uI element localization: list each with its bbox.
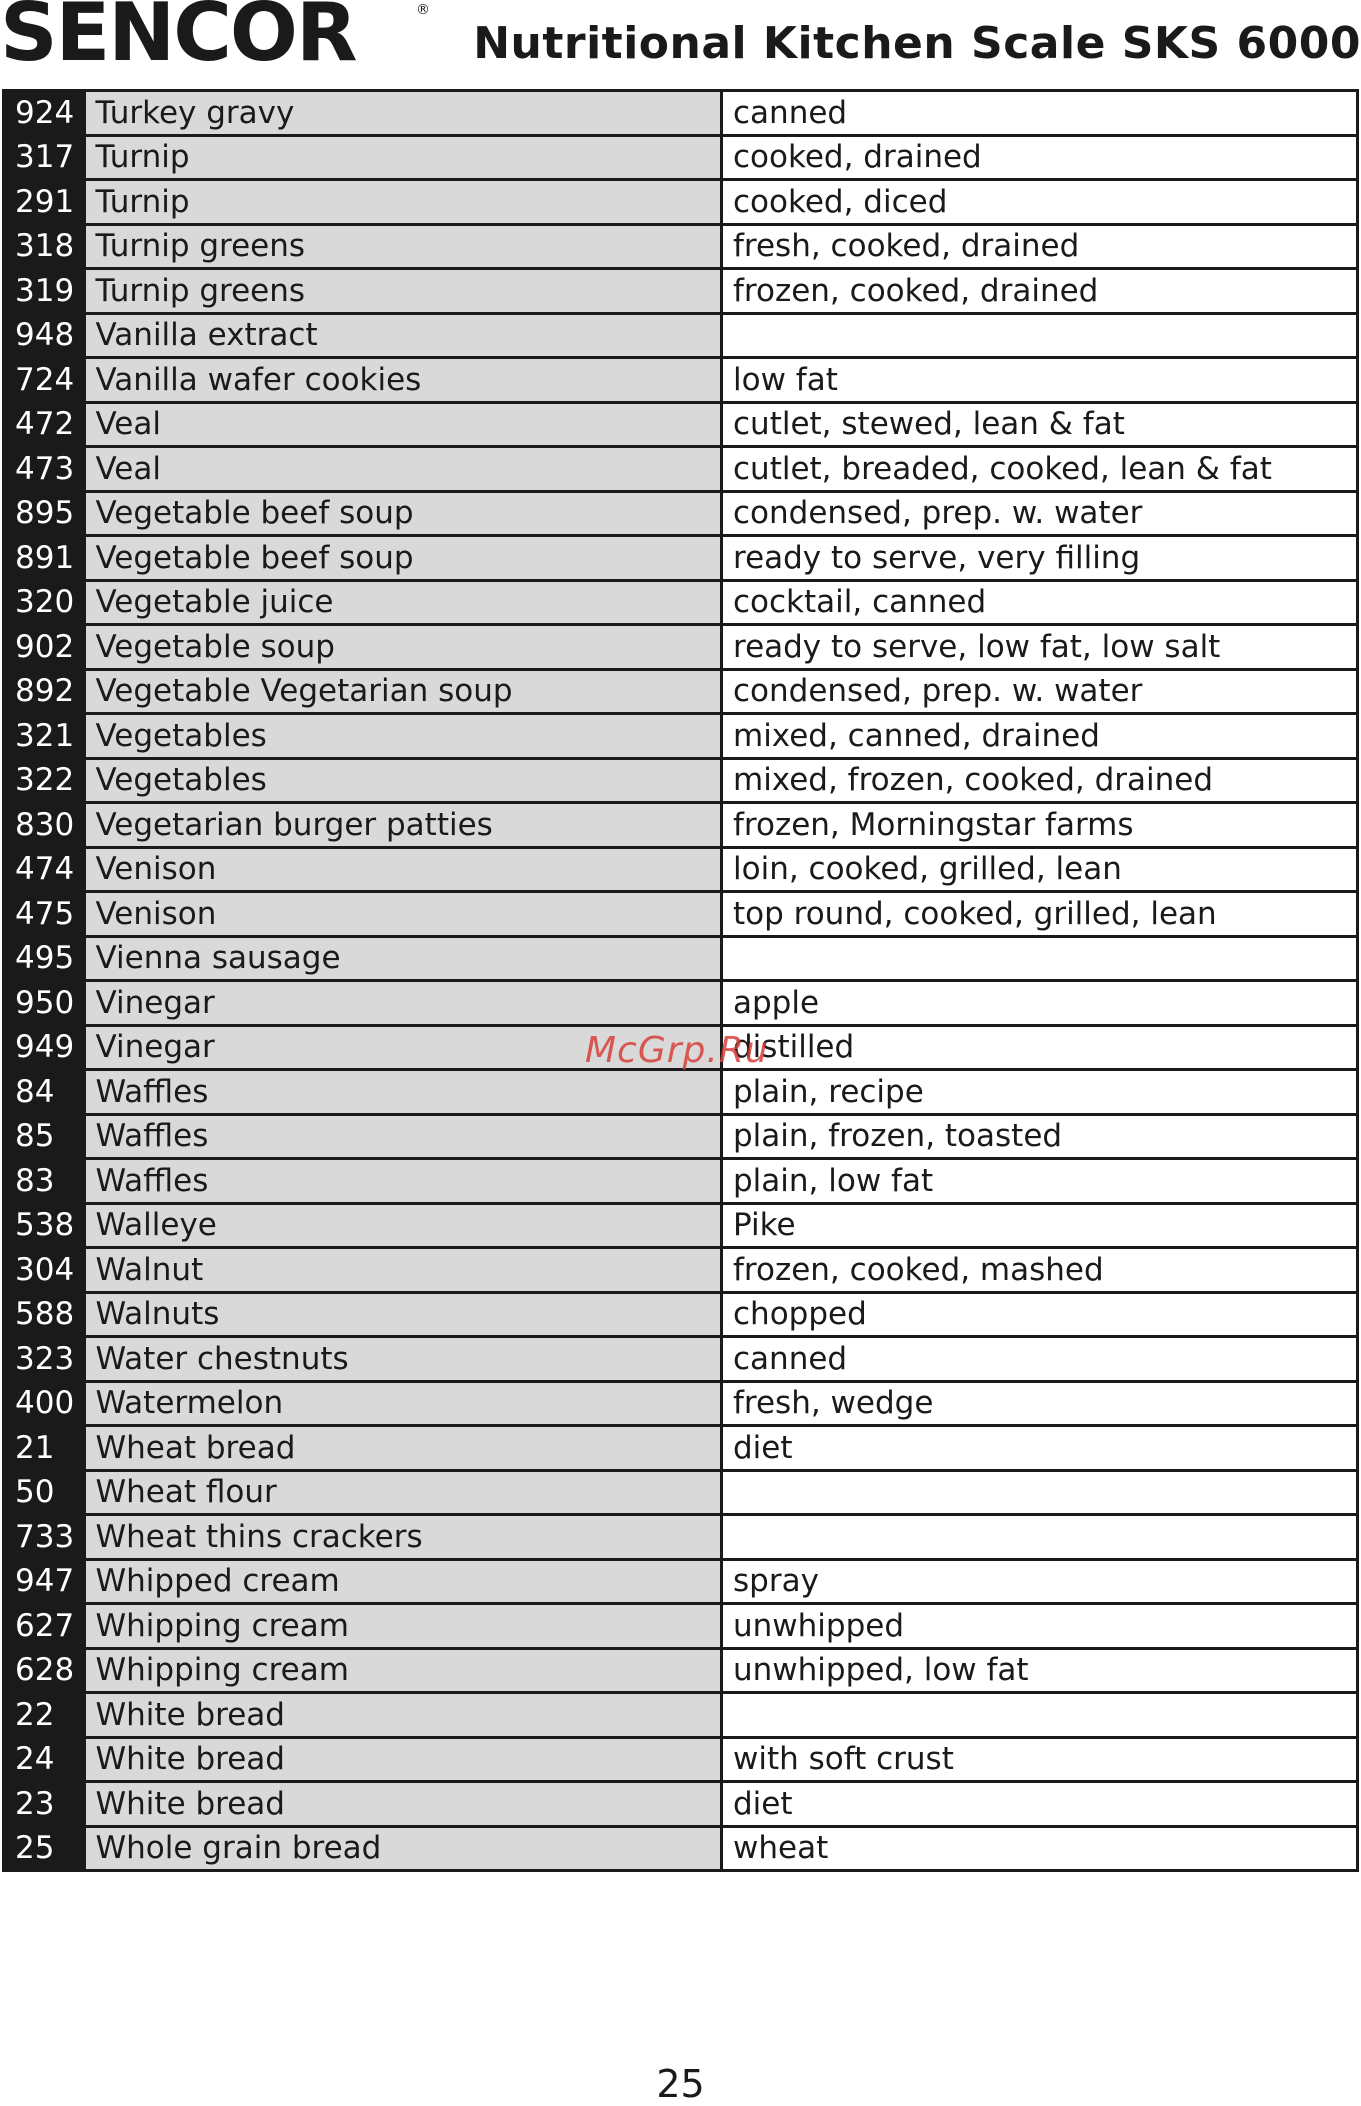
food-code-cell: 948: [4, 313, 86, 358]
food-code-cell: 924: [4, 91, 86, 136]
food-description-cell: frozen, Morningstar farms: [722, 803, 1358, 848]
food-description-cell: wheat: [722, 1826, 1358, 1871]
food-code-cell: 475: [4, 892, 86, 937]
food-description-cell: chopped: [722, 1292, 1358, 1337]
table-row: [4, 936, 1358, 981]
food-description-cell: cutlet, breaded, cooked, lean & fat: [722, 447, 1358, 492]
table-row: [4, 847, 1358, 892]
food-description-cell: with soft crust: [722, 1737, 1358, 1782]
food-code-cell: 322: [4, 758, 86, 803]
table-row: [4, 669, 1358, 714]
food-name-cell: Whole grain bread: [86, 1826, 722, 1871]
food-description-cell: canned: [722, 1337, 1358, 1382]
food-description-cell: frozen, cooked, drained: [722, 269, 1358, 314]
food-description-cell: [722, 1515, 1358, 1560]
food-name-cell: Vanilla extract: [86, 313, 722, 358]
table-row: [4, 402, 1358, 447]
food-description-cell: cooked, diced: [722, 180, 1358, 225]
food-code-cell: 830: [4, 803, 86, 848]
food-name-cell: Turkey gravy: [86, 91, 722, 136]
food-name-cell: Wheat flour: [86, 1470, 722, 1515]
table-row: [4, 892, 1358, 937]
food-code-cell: 902: [4, 625, 86, 670]
food-description-cell: apple: [722, 981, 1358, 1026]
food-name-cell: Veal: [86, 447, 722, 492]
food-code-cell: 22: [4, 1693, 86, 1738]
food-description-cell: canned: [722, 91, 1358, 136]
food-code-cell: 950: [4, 981, 86, 1026]
food-description-cell: [722, 936, 1358, 981]
food-code-cell: 317: [4, 135, 86, 180]
food-name-cell: Walnuts: [86, 1292, 722, 1337]
food-description-cell: plain, recipe: [722, 1070, 1358, 1115]
food-name-cell: Wheat thins crackers: [86, 1515, 722, 1560]
food-description-cell: fresh, cooked, drained: [722, 224, 1358, 269]
table-row: [4, 580, 1358, 625]
food-code-cell: 321: [4, 714, 86, 759]
food-description-cell: mixed, frozen, cooked, drained: [722, 758, 1358, 803]
table-row: [4, 180, 1358, 225]
food-code-cell: 588: [4, 1292, 86, 1337]
table-row: [4, 1782, 1358, 1827]
food-code-cell: 895: [4, 491, 86, 536]
food-code-cell: 473: [4, 447, 86, 492]
food-code-cell: 892: [4, 669, 86, 714]
food-code-cell: 84: [4, 1070, 86, 1115]
food-code-cell: 291: [4, 180, 86, 225]
food-name-cell: Walnut: [86, 1248, 722, 1293]
watermark: McGrp.Ru: [585, 1030, 769, 1071]
food-description-cell: plain, frozen, toasted: [722, 1114, 1358, 1159]
food-name-cell: Walleye: [86, 1203, 722, 1248]
food-code-cell: 24: [4, 1737, 86, 1782]
food-name-cell: Turnip greens: [86, 269, 722, 314]
table-row: [4, 1337, 1358, 1382]
table-row: [4, 1426, 1358, 1471]
table-row: [4, 714, 1358, 759]
food-name-cell: Waffles: [86, 1114, 722, 1159]
food-code-cell: 538: [4, 1203, 86, 1248]
food-description-cell: cutlet, stewed, lean & fat: [722, 402, 1358, 447]
table-row: [4, 1515, 1358, 1560]
food-code-cell: 319: [4, 269, 86, 314]
table-row: [4, 313, 1358, 358]
food-description-cell: plain, low fat: [722, 1159, 1358, 1204]
food-code-cell: 21: [4, 1426, 86, 1471]
food-code-cell: 304: [4, 1248, 86, 1293]
food-description-cell: ready to serve, very filling: [722, 536, 1358, 581]
food-code-cell: 50: [4, 1470, 86, 1515]
table-row: [4, 625, 1358, 670]
page-title: Nutritional Kitchen Scale SKS 6000: [473, 18, 1361, 69]
food-description-cell: [722, 1470, 1358, 1515]
table-row: [4, 1559, 1358, 1604]
food-name-cell: White bread: [86, 1693, 722, 1738]
food-description-cell: unwhipped, low fat: [722, 1648, 1358, 1693]
food-name-cell: Waffles: [86, 1159, 722, 1204]
svg-text:SENCOR: SENCOR: [0, 0, 356, 70]
food-name-cell: Vegetarian burger patties: [86, 803, 722, 848]
food-code-cell: 320: [4, 580, 86, 625]
table-row: [4, 1648, 1358, 1693]
food-description-cell: distilled: [722, 1025, 1358, 1070]
food-name-cell: Turnip: [86, 180, 722, 225]
table-row: [4, 1381, 1358, 1426]
food-name-cell: Whipping cream: [86, 1604, 722, 1649]
table-row: [4, 758, 1358, 803]
table-row: [4, 1737, 1358, 1782]
food-code-cell: 323: [4, 1337, 86, 1382]
table-row: [4, 224, 1358, 269]
table-row: [4, 358, 1358, 403]
food-name-cell: Venison: [86, 847, 722, 892]
food-name-cell: Vanilla wafer cookies: [86, 358, 722, 403]
table-row: [4, 447, 1358, 492]
food-name-cell: Wheat bread: [86, 1426, 722, 1471]
food-name-cell: White bread: [86, 1737, 722, 1782]
table-row: [4, 1070, 1358, 1115]
food-name-cell: Vegetable Vegetarian soup: [86, 669, 722, 714]
food-code-cell: 628: [4, 1648, 86, 1693]
food-code-cell: 318: [4, 224, 86, 269]
food-description-cell: cocktail, canned: [722, 580, 1358, 625]
food-code-cell: 891: [4, 536, 86, 581]
food-description-cell: condensed, prep. w. water: [722, 669, 1358, 714]
food-description-cell: frozen, cooked, mashed: [722, 1248, 1358, 1293]
food-name-cell: Vinegar: [86, 981, 722, 1026]
table-row: [4, 1203, 1358, 1248]
table-row: [4, 536, 1358, 581]
food-description-cell: spray: [722, 1559, 1358, 1604]
food-code-cell: 474: [4, 847, 86, 892]
food-description-cell: low fat: [722, 358, 1358, 403]
nutrition-table-body: [4, 91, 1358, 1871]
food-description-cell: loin, cooked, grilled, lean: [722, 847, 1358, 892]
food-name-cell: Water chestnuts: [86, 1337, 722, 1382]
table-row: [4, 1159, 1358, 1204]
food-description-cell: fresh, wedge: [722, 1381, 1358, 1426]
food-description-cell: Pike: [722, 1203, 1358, 1248]
table-row: [4, 803, 1358, 848]
svg-text:®: ®: [416, 2, 430, 18]
table-row: [4, 491, 1358, 536]
food-name-cell: Venison: [86, 892, 722, 937]
food-description-cell: diet: [722, 1782, 1358, 1827]
table-row: [4, 1114, 1358, 1159]
table-row: [4, 1826, 1358, 1871]
page-number: 25: [656, 2062, 705, 2106]
food-name-cell: Watermelon: [86, 1381, 722, 1426]
nutrition-table: [2, 89, 1359, 1872]
food-code-cell: 25: [4, 1826, 86, 1871]
page-header: [0, 0, 1361, 88]
food-name-cell: Turnip greens: [86, 224, 722, 269]
food-name-cell: Vinegar: [86, 1025, 722, 1070]
food-name-cell: Vegetable juice: [86, 580, 722, 625]
food-description-cell: [722, 313, 1358, 358]
food-code-cell: 949: [4, 1025, 86, 1070]
food-description-cell: unwhipped: [722, 1604, 1358, 1649]
sencor-logo: [0, 0, 440, 70]
food-description-cell: condensed, prep. w. water: [722, 491, 1358, 536]
food-name-cell: Vegetables: [86, 758, 722, 803]
table-row: [4, 269, 1358, 314]
food-name-cell: Vegetable beef soup: [86, 536, 722, 581]
table-row: [4, 1292, 1358, 1337]
food-code-cell: 724: [4, 358, 86, 403]
table-row: [4, 1604, 1358, 1649]
food-code-cell: 472: [4, 402, 86, 447]
food-code-cell: 627: [4, 1604, 86, 1649]
food-code-cell: 400: [4, 1381, 86, 1426]
table-row: [4, 1693, 1358, 1738]
table-row: [4, 91, 1358, 136]
food-name-cell: Vienna sausage: [86, 936, 722, 981]
food-description-cell: [722, 1693, 1358, 1738]
food-name-cell: Vegetable soup: [86, 625, 722, 670]
food-name-cell: Whipped cream: [86, 1559, 722, 1604]
food-description-cell: mixed, canned, drained: [722, 714, 1358, 759]
food-name-cell: Vegetable beef soup: [86, 491, 722, 536]
food-name-cell: White bread: [86, 1782, 722, 1827]
food-name-cell: Whipping cream: [86, 1648, 722, 1693]
food-description-cell: cooked, drained: [722, 135, 1358, 180]
table-row: [4, 1470, 1358, 1515]
food-description-cell: diet: [722, 1426, 1358, 1471]
food-description-cell: top round, cooked, grilled, lean: [722, 892, 1358, 937]
food-name-cell: Veal: [86, 402, 722, 447]
food-name-cell: Vegetables: [86, 714, 722, 759]
food-code-cell: 733: [4, 1515, 86, 1560]
table-row: [4, 135, 1358, 180]
table-row: [4, 1248, 1358, 1293]
food-name-cell: Waffles: [86, 1070, 722, 1115]
table-row: [4, 981, 1358, 1026]
food-code-cell: 85: [4, 1114, 86, 1159]
food-code-cell: 947: [4, 1559, 86, 1604]
food-code-cell: 495: [4, 936, 86, 981]
food-description-cell: ready to serve, low fat, low salt: [722, 625, 1358, 670]
food-code-cell: 23: [4, 1782, 86, 1827]
food-code-cell: 83: [4, 1159, 86, 1204]
food-name-cell: Turnip: [86, 135, 722, 180]
